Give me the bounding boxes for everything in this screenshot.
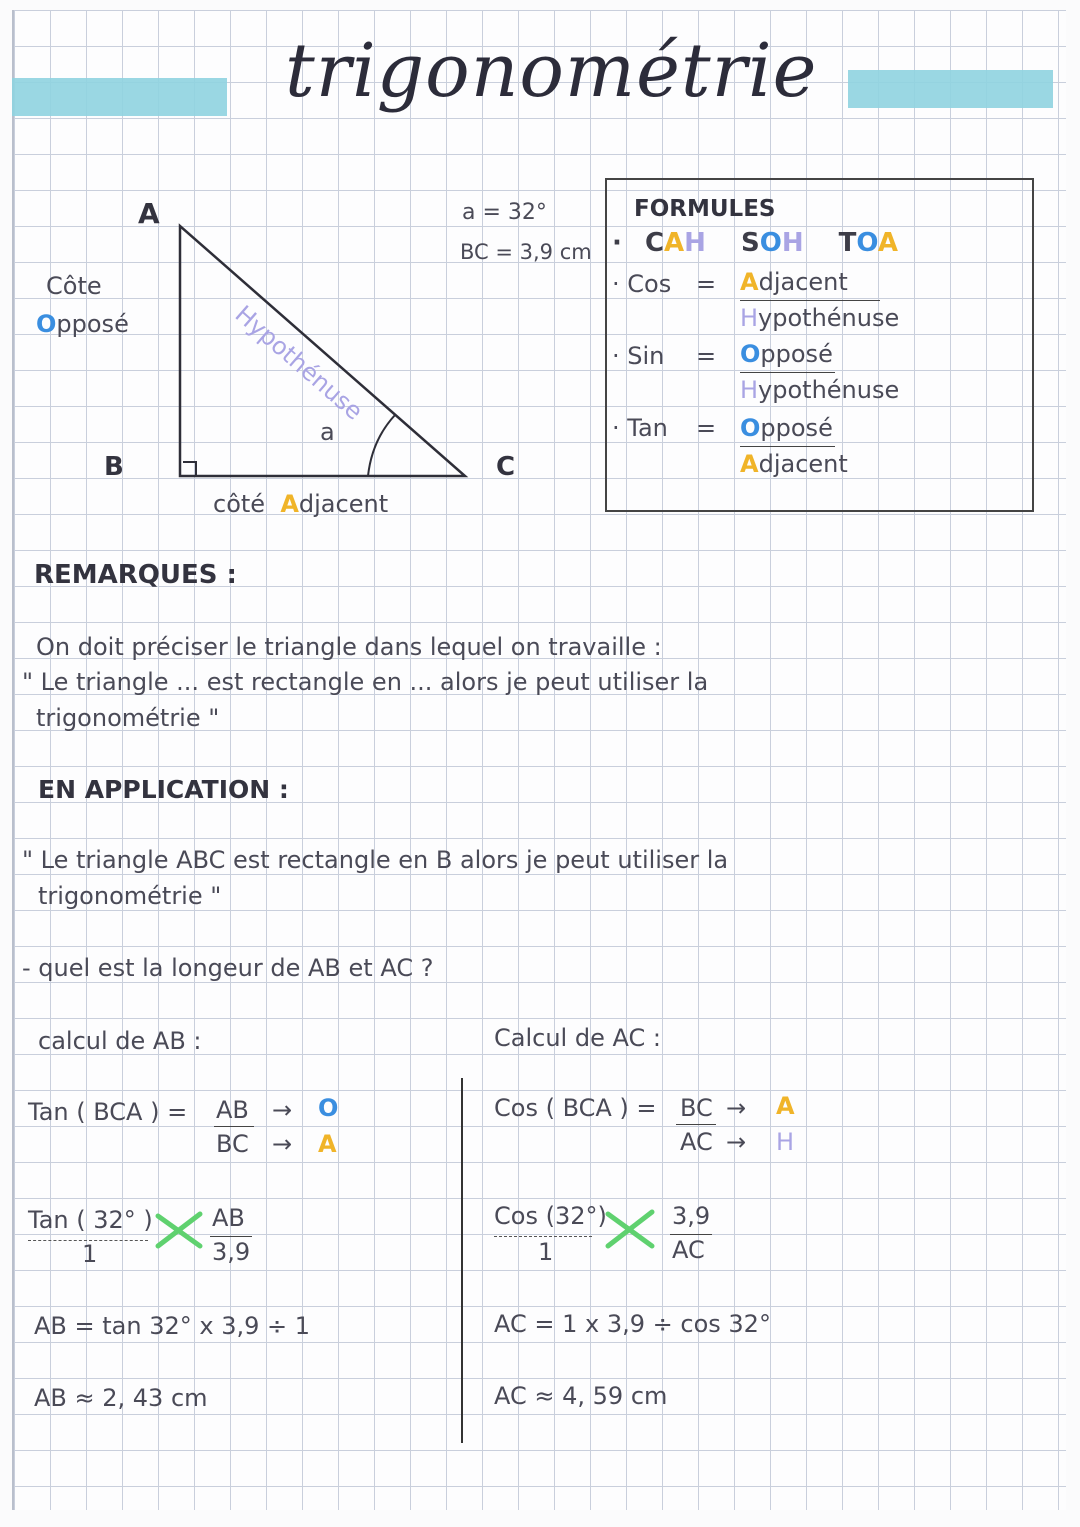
calc-ab-fraction-bar [214, 1126, 254, 1127]
calc-ac-cross-rhs-num: 3,9 [672, 1202, 711, 1230]
calc-ac-cos-den: AC [680, 1128, 713, 1156]
formulas-heading: FORMULES [634, 196, 776, 222]
calc-ac-cos-lhs: Cos ( BCA ) = [494, 1094, 657, 1122]
calc-ab-tan-den: BC [216, 1130, 249, 1158]
cos-numerator: Adjacent [740, 268, 848, 296]
application-question: - quel est la longeur de AB et AC ? [22, 954, 434, 982]
calc-ab-result: AB = tan 32° x 3,9 ÷ 1 [34, 1312, 311, 1340]
opposite-initial: O [36, 310, 57, 338]
calc-ab-heading: calcul de AB : [38, 1027, 202, 1055]
bullet: · [612, 228, 622, 258]
cos-denominator: Hypothénuse [740, 304, 900, 332]
column-divider [461, 1078, 463, 1443]
opposite-side-label-line1: Côte [46, 272, 102, 300]
cross-multiply-icon-ab [150, 1204, 210, 1254]
tan-denominator: Adjacent [740, 450, 848, 478]
hypotenuse-label: Hypothénuse [229, 300, 369, 426]
remarks-line1: On doit préciser le triangle dans lequel on travaille : [36, 633, 662, 661]
angle-label: a [320, 418, 335, 446]
tan-numerator: Opposé [740, 414, 833, 442]
opposite-rest: pposé [56, 310, 129, 338]
calc-ab-cross-rhs-den: 3,9 [212, 1238, 251, 1266]
tan-formula-eq: = [696, 414, 717, 442]
adjacent-prefix: côté [213, 490, 266, 518]
mnemonic-line [612, 228, 898, 258]
opposite-side-label-line2 [36, 310, 129, 338]
cross-multiply-icon-ac [600, 1202, 662, 1254]
remarks-line3: trigonométrie " [36, 704, 220, 732]
sin-formula-eq: = [696, 342, 717, 370]
calc-ab-arrow-2: → [272, 1130, 293, 1158]
application-line1: " Le triangle ABC est rectangle en B alors je peut utiliser la [22, 846, 729, 874]
calc-ab-tan-num: AB [216, 1096, 249, 1124]
given-bc: BC = 3,9 cm [460, 240, 592, 264]
sin-formula-name: · Sin [612, 342, 665, 370]
remarks-heading: REMARQUES : [34, 560, 237, 590]
calc-ac-heading: Calcul de AC : [494, 1024, 661, 1052]
calc-ac-result: AC = 1 x 3,9 ÷ cos 32° [494, 1310, 771, 1338]
sin-fraction-bar [740, 372, 835, 373]
right-angle-marker [183, 462, 196, 476]
adjacent-initial: A [280, 490, 299, 518]
tan-fraction-bar [740, 446, 835, 447]
calc-ac-cross-rhs-den: AC [672, 1236, 705, 1264]
calc-ab-cross-lhs-den: 1 [82, 1240, 98, 1268]
calc-ac-arrow-2: → [726, 1128, 747, 1156]
calc-ab-cross-lhs-num: Tan ( 32° ) [28, 1206, 153, 1234]
application-line2: trigonométrie " [38, 882, 222, 910]
calc-ac-cos-num: BC [680, 1094, 713, 1122]
calc-ab-adjacent-tag: A [318, 1130, 337, 1158]
tan-formula-name: · Tan [612, 414, 668, 442]
mnemonic-soh: SOH [741, 228, 804, 258]
calc-ac-cross-lhs-den: 1 [538, 1238, 554, 1266]
calc-ab-approx: AB ≈ 2, 43 cm [34, 1384, 208, 1412]
calc-ab-cross-rhs-num: AB [212, 1204, 245, 1232]
page-title: trigonométrie [285, 28, 818, 114]
calc-ac-arrow-1: → [726, 1094, 747, 1122]
calc-ab-opposite-tag: O [318, 1094, 339, 1122]
cos-formula-eq: = [696, 270, 717, 298]
calc-ac-hypotenuse-tag: H [776, 1128, 795, 1156]
adjacent-side-label [213, 490, 388, 518]
vertex-a-label: A [138, 197, 160, 230]
mnemonic-cah: CAH [644, 228, 706, 258]
vertex-c-label: C [496, 452, 516, 482]
sin-denominator: Hypothénuse [740, 376, 900, 404]
adjacent-rest: djacent [298, 490, 389, 518]
given-angle: a = 32° [462, 200, 547, 225]
calc-ac-fraction-bar [676, 1124, 716, 1125]
sin-numerator: Opposé [740, 340, 833, 368]
application-heading: EN APPLICATION : [38, 775, 289, 804]
angle-arc [368, 415, 395, 476]
cos-formula-name: · Cos [612, 270, 672, 298]
calc-ac-cross-lhs-num: Cos (32°) [494, 1202, 607, 1230]
calc-ac-cross-rhs-bar [670, 1234, 712, 1235]
calc-ac-approx: AC ≈ 4, 59 cm [494, 1382, 668, 1410]
calc-ab-arrow-1: → [272, 1096, 293, 1124]
calc-ac-adjacent-tag: A [776, 1092, 795, 1120]
cos-fraction-bar [740, 300, 880, 301]
mnemonic-toa: TOA [838, 228, 898, 258]
vertex-b-label: B [104, 452, 124, 482]
calc-ab-cross-rhs-bar [210, 1236, 252, 1237]
remarks-line2: " Le triangle ... est rectangle en ... alors je peut utiliser la [22, 668, 709, 696]
calc-ab-tan-lhs: Tan ( BCA ) = [28, 1098, 188, 1126]
